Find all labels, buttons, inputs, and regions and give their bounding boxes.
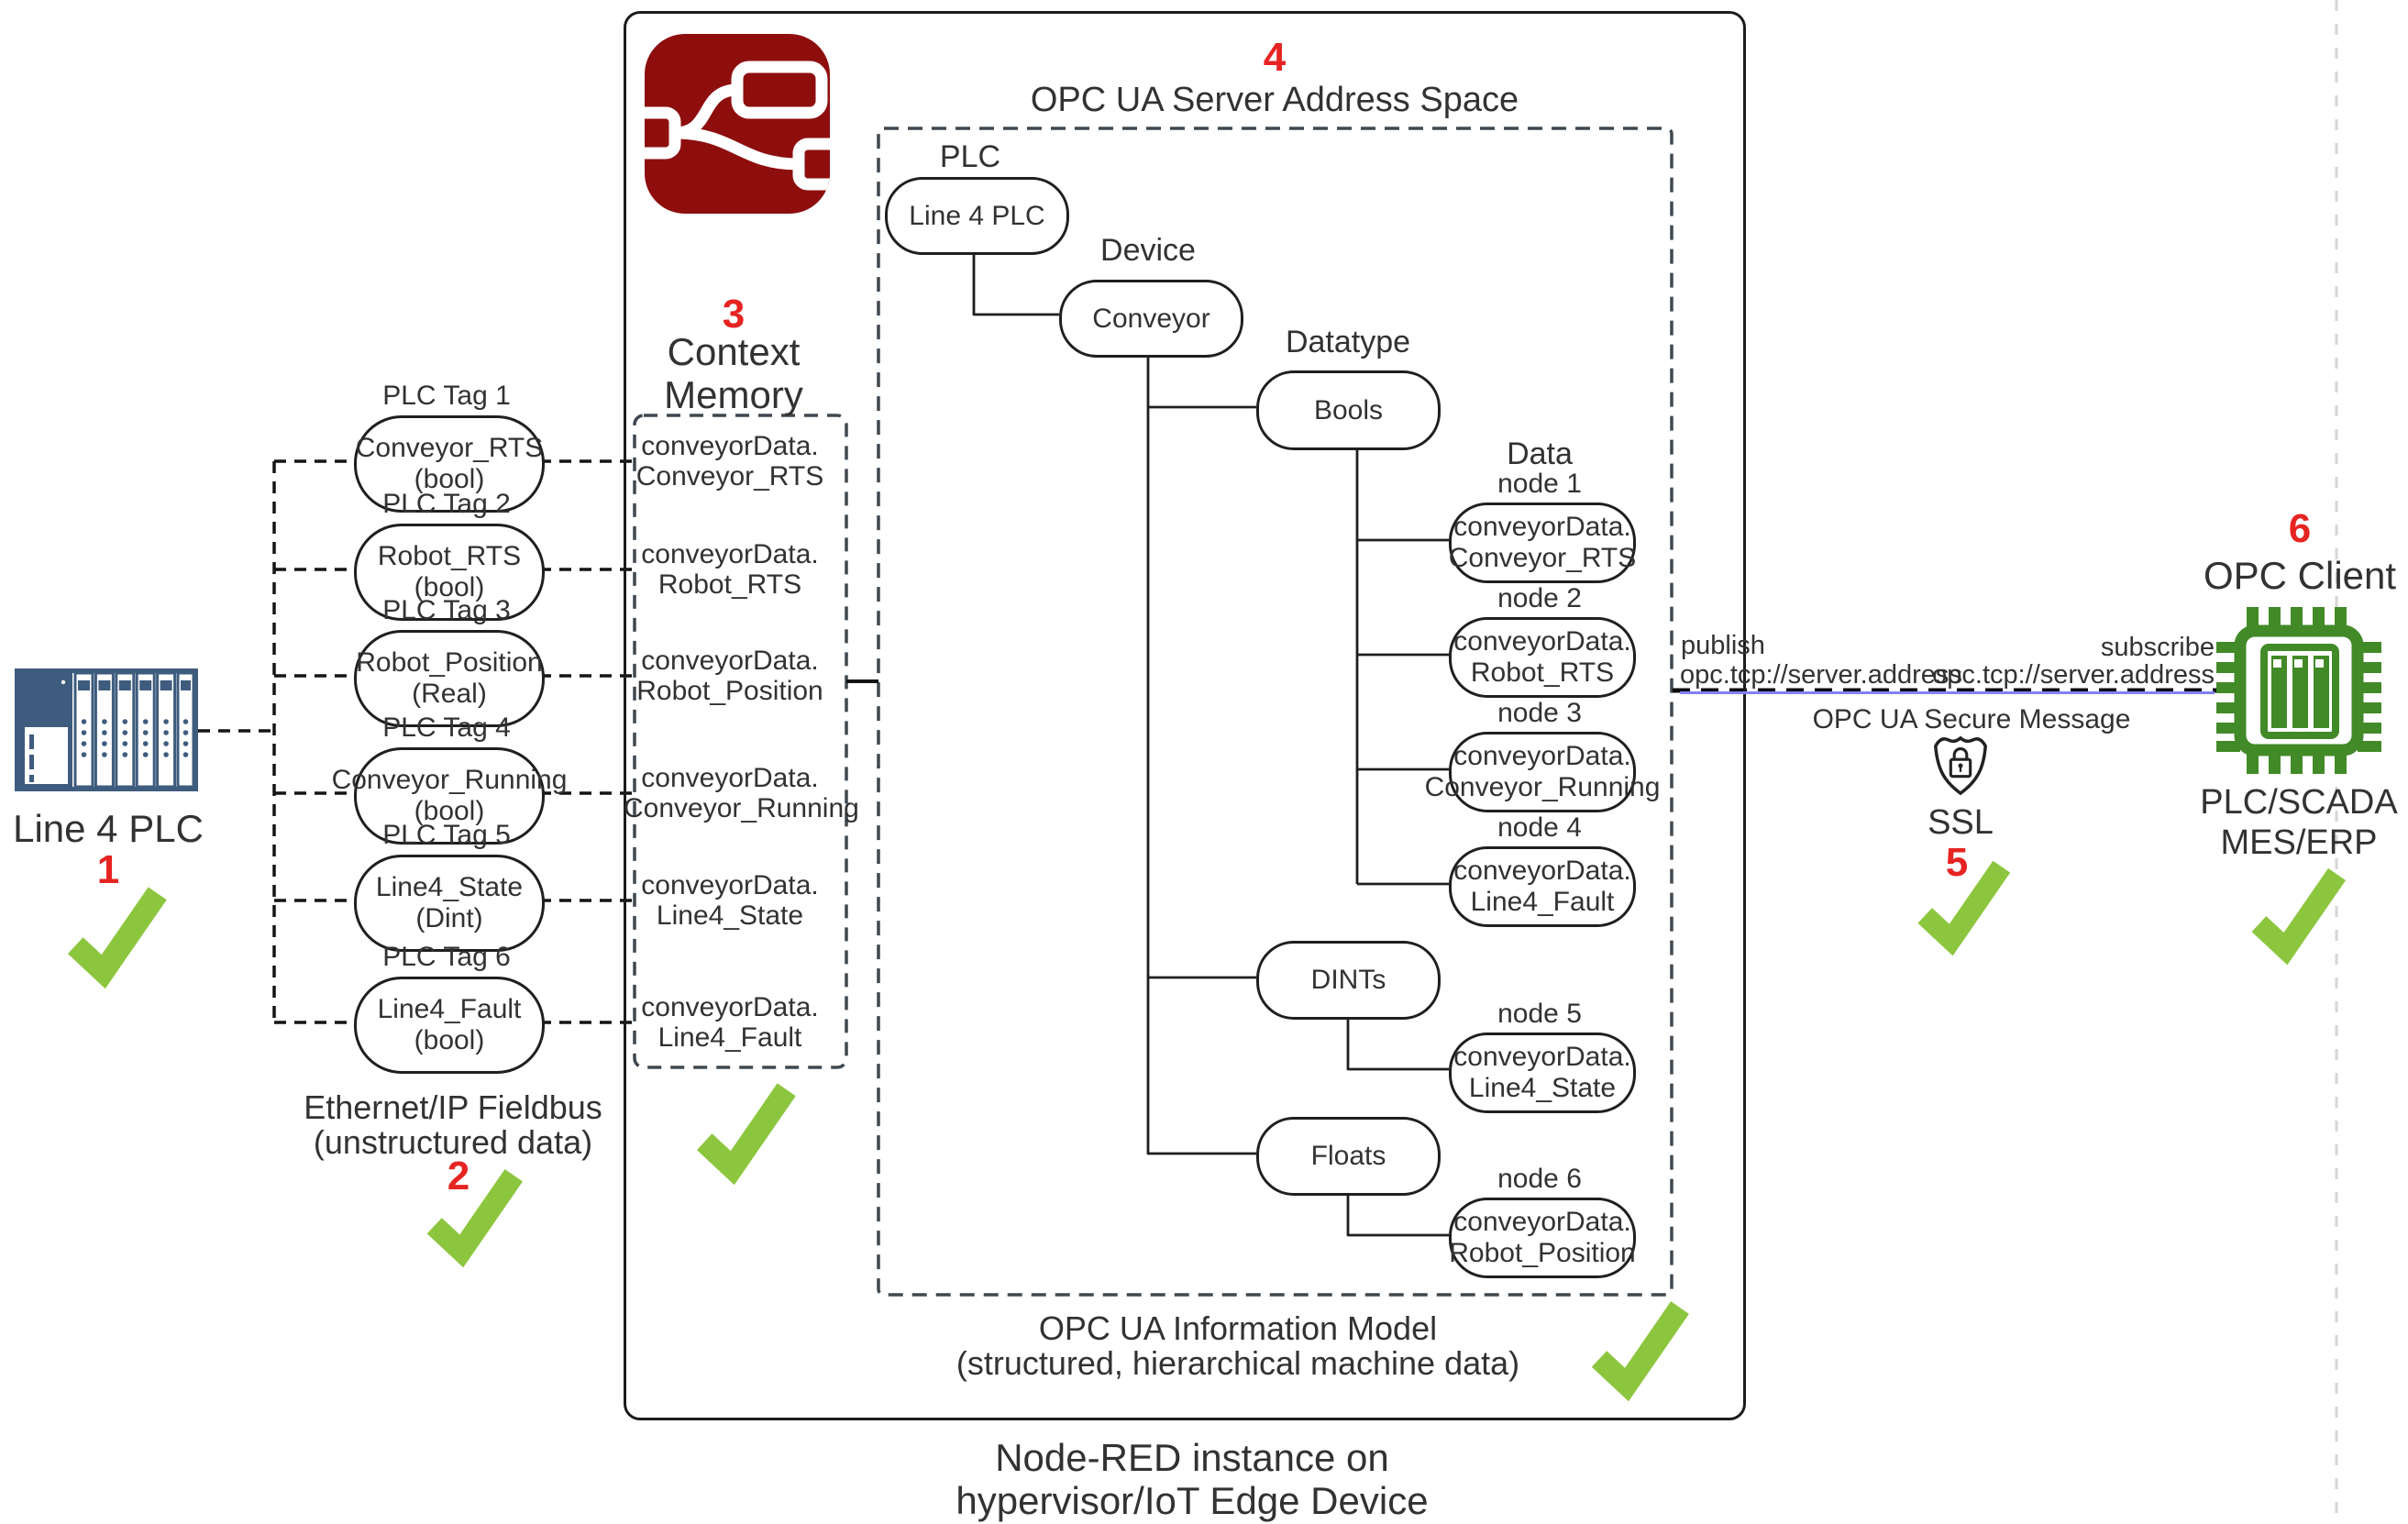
nodered-caption-line2: hypervisor/IoT Edge Device: [955, 1479, 1429, 1522]
data-node-6: conveyorData. Robot_Position: [1449, 1198, 1636, 1278]
step-number-5: 5: [1945, 840, 1969, 885]
checkmark-icon-6: [2245, 860, 2351, 971]
plc-source-label: Line 4 PLC: [13, 807, 204, 850]
client-systems-line2: MES/ERP: [2220, 823, 2378, 862]
tag-label: PLC Tag 3: [382, 595, 511, 625]
node-label: node 4: [1497, 812, 1582, 843]
opc-client-title: OPC Client: [2203, 554, 2397, 597]
checkmark-icon-2: [420, 1161, 528, 1274]
tag-pill-robot-rts: Robot_RTS (bool): [354, 524, 545, 621]
ssl-label: SSL: [1928, 803, 1994, 842]
tag-pill-line4-fault: Line4_Fault (bool): [354, 977, 545, 1074]
tree-node-bools: Bools: [1256, 370, 1441, 450]
data-node-4: conveyorData. Line4_Fault: [1449, 846, 1636, 927]
fieldbus-caption-line1: Ethernet/IP Fieldbus: [304, 1088, 602, 1126]
step-number-2: 2: [447, 1154, 470, 1198]
publish-label: publish: [1681, 631, 1765, 660]
subscribe-label: subscribe: [2100, 633, 2215, 662]
context-memory-title-line2: Memory: [664, 373, 803, 416]
step-number-6: 6: [2288, 506, 2312, 551]
tree-node-floats: Floats: [1256, 1117, 1441, 1196]
node-label: node 3: [1497, 698, 1582, 728]
tag-label: PLC Tag 2: [382, 489, 511, 519]
context-entry: conveyorData. Conveyor_RTS: [635, 431, 824, 491]
subscribe-url-link[interactable]: opc.tcp://server.address: [1932, 660, 2215, 694]
node-label: node 5: [1497, 999, 1582, 1029]
step-number-4: 4: [1263, 35, 1287, 80]
context-memory-title-line1: Context: [667, 330, 801, 373]
secure-message-label: OPC UA Secure Message: [1812, 704, 2131, 734]
address-space-title: OPC UA Server Address Space: [1030, 81, 1519, 119]
tree-node-dints: DINTs: [1256, 941, 1441, 1020]
tree-node-line4plc: Line 4 PLC: [885, 177, 1069, 255]
tag-pill-line4-state: Line4_State (Dint): [354, 855, 545, 952]
node-label: node 1: [1497, 469, 1582, 499]
information-model-caption-line2: (structured, hierarchical machine data): [955, 1344, 1520, 1382]
data-node-3: conveyorData. Conveyor_Running: [1449, 732, 1636, 812]
publish-url-link[interactable]: opc.tcp://server.address: [1680, 660, 1962, 694]
checkmark-icon-1: [61, 878, 172, 995]
context-entry: conveyorData. Robot_Position: [636, 646, 823, 706]
plc-rack-icon: [15, 668, 198, 791]
node-label: node 2: [1497, 583, 1582, 613]
tag-label: PLC Tag 6: [382, 942, 511, 972]
node-red-icon: [645, 34, 830, 214]
tag-label: PLC Tag 5: [382, 820, 511, 850]
checkmark-icon-3: [690, 1075, 801, 1191]
tree-level-label-device: Device: [1100, 233, 1196, 268]
tag-pill-conveyor-rts: Conveyor_RTS (bool): [354, 415, 545, 513]
context-entry: conveyorData. Line4_Fault: [641, 992, 819, 1053]
checkmark-icon-5: [1911, 853, 2016, 962]
data-node-1: conveyorData. Conveyor_RTS: [1449, 502, 1636, 583]
tree-level-label-plc: PLC: [939, 139, 1001, 174]
checkmark-icon-4: [1585, 1293, 1695, 1408]
step-number-1: 1: [96, 847, 120, 892]
ssl-shield-lock-icon: [1929, 732, 1992, 800]
tree-node-conveyor: Conveyor: [1059, 280, 1243, 358]
client-systems-line1: PLC/SCADA: [2200, 783, 2398, 822]
tree-level-label-datatype: Datatype: [1285, 325, 1411, 359]
step-number-3: 3: [722, 292, 746, 337]
context-entry: conveyorData. Robot_RTS: [641, 539, 819, 600]
tag-label: PLC Tag 1: [382, 381, 511, 411]
tag-label: PLC Tag 4: [382, 712, 511, 743]
tag-pill-conveyor-running: Conveyor_Running (bool): [354, 747, 545, 845]
tag-pill-robot-position: Robot_Position (Real): [354, 630, 545, 727]
nodered-caption-line1: Node-RED instance on: [995, 1436, 1389, 1479]
node-label: node 6: [1497, 1164, 1582, 1194]
context-entry: conveyorData. Line4_State: [641, 870, 819, 931]
tree-level-label-data: Data: [1507, 436, 1573, 471]
information-model-caption-line1: OPC UA Information Model: [1038, 1309, 1438, 1347]
data-node-2: conveyorData. Robot_RTS: [1449, 617, 1636, 698]
opc-client-chip-icon: [2216, 605, 2381, 776]
context-entry: conveyorData. Conveyor_Running: [624, 763, 859, 823]
fieldbus-caption-line2: (unstructured data): [313, 1123, 593, 1161]
data-node-5: conveyorData. Line4_State: [1449, 1033, 1636, 1113]
